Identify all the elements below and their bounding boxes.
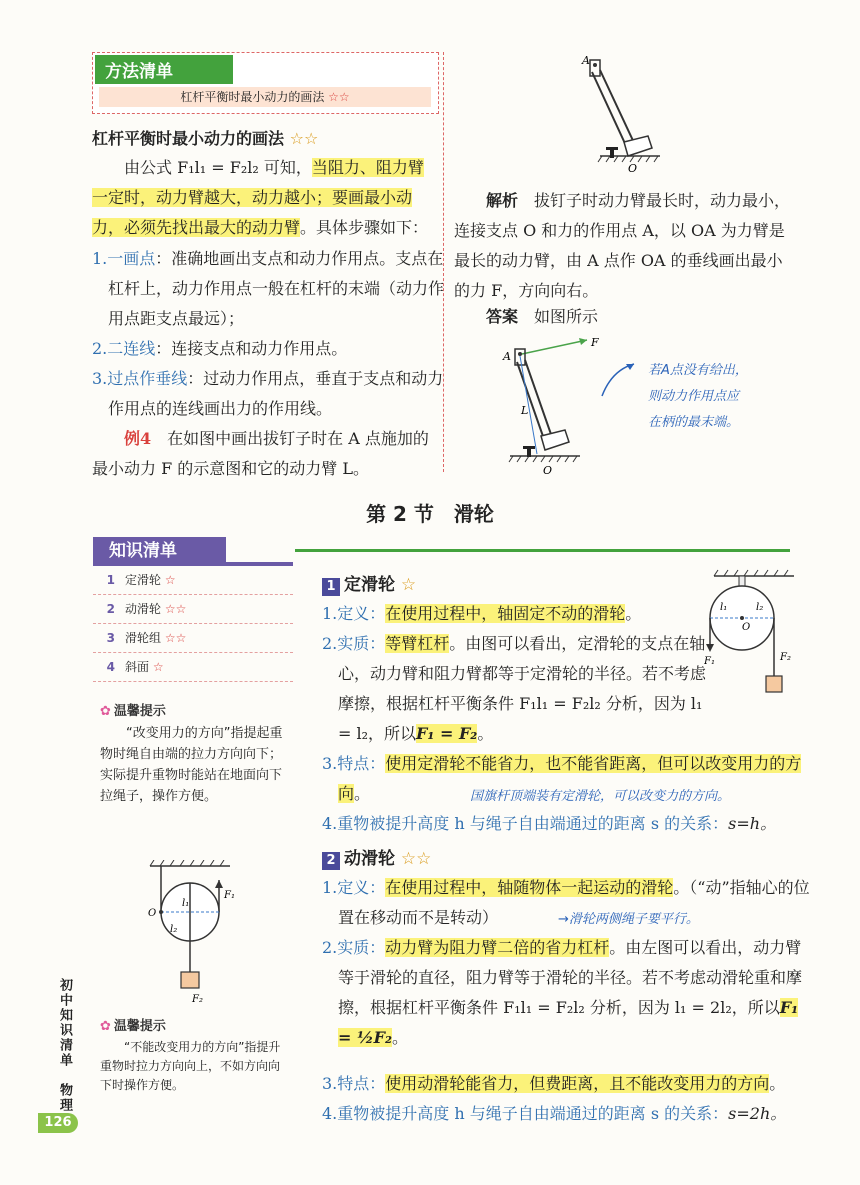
fixed-feature-end: 。 [354, 784, 371, 803]
hammer-head [541, 430, 569, 450]
method-p1-post: 。具体步骤如下： [300, 218, 429, 237]
star-icon: ☆☆ [164, 631, 187, 645]
movable-def-post: 。（“动”指轴心的位置在移动而不是转动） [338, 878, 810, 927]
toc-text: 滑轮组 [125, 631, 162, 645]
toc-text: 动滑轮 [125, 602, 162, 616]
label-l1: l₁ [720, 602, 728, 613]
toc-num: 3 [106, 631, 115, 645]
arrowhead [215, 880, 223, 888]
step-3-text: ：过动力作用点，垂直于支点和动力作用点的连线画出力的作用线。 [108, 369, 444, 418]
toc-num: 4 [106, 660, 115, 674]
force-F-arrow [522, 340, 587, 354]
heading-text: 动滑轮 [344, 849, 395, 869]
movable-feature-end: 。 [769, 1074, 786, 1093]
fixed-def-text: 在使用过程中，轴固定不动的滑轮 [385, 604, 626, 623]
point-A-dot [593, 63, 597, 67]
pivot-O-dot [159, 910, 163, 914]
star-icon: ☆☆ [164, 602, 187, 616]
step-2-label: 2.二连线 [92, 339, 156, 358]
fixed-feature-label: 3.特点： [322, 754, 386, 773]
nail-body [527, 449, 531, 457]
fixed-def-end: 。 [625, 604, 642, 623]
method-subtitle [99, 87, 431, 107]
column-divider [443, 52, 444, 472]
label-l2: l₂ [756, 602, 764, 613]
arrow-icon: → [558, 912, 569, 927]
weight-block [766, 676, 782, 692]
movable-def-text: 在使用过程中，轴随物体一起运动的滑轮 [385, 878, 674, 897]
step-2 [92, 334, 437, 364]
star-icon: ☆☆ [289, 129, 319, 148]
movable-def-label: 1.定义： [322, 878, 386, 897]
heading-number: 2 [322, 852, 340, 870]
movable-essence-end: 。 [392, 1028, 409, 1047]
movable-essence [322, 933, 810, 1053]
fixed-pulley-diagram [704, 568, 804, 698]
ceiling-hatch [714, 570, 788, 576]
toc-num: 2 [106, 602, 115, 616]
method-p1-pre: 由公式 F₁l₁ = F₂l₂ 可知， [124, 158, 312, 177]
hammer-handle-right [525, 360, 553, 440]
movable-formula: F₁ = ½F₂ [338, 998, 799, 1047]
knowledge-toc [93, 566, 293, 682]
movable-pulley-diagram [140, 860, 260, 1010]
step-3 [92, 364, 453, 424]
step-1-label: 1.一画点 [92, 249, 156, 268]
heading-text: 定滑轮 [344, 575, 395, 595]
fixed-pulley-heading [322, 570, 416, 596]
movable-essence-highlight: 动力臂为阻力臂二倍的省力杠杆 [385, 938, 610, 957]
book-side-label: 初中知识清单 物理 [57, 978, 72, 1113]
toc-text: 斜面 [125, 660, 150, 674]
toc-item[interactable] [93, 653, 293, 682]
method-tag: 方法清单 [95, 55, 233, 84]
nail-body [610, 150, 614, 158]
analysis-paragraph [454, 186, 794, 306]
tip-1-title: ✿ 温馨提示 [100, 700, 290, 719]
movable-feature-label: 3.特点： [322, 1074, 386, 1093]
tip-2 [100, 1015, 290, 1095]
fixed-formula: F₁ = F₂ [416, 724, 478, 743]
handwritten-note-parallel [558, 908, 699, 927]
label-F2: F₂ [780, 652, 791, 663]
step-1 [92, 244, 453, 334]
label-A: A [503, 350, 511, 363]
tip-2-title: ✿ 温馨提示 [100, 1015, 290, 1034]
label-O: O [543, 464, 553, 477]
label-O: O [148, 908, 157, 919]
star-icon: ☆ [152, 660, 164, 674]
hammer-head [624, 136, 652, 156]
method-box [92, 52, 439, 114]
toc-item[interactable] [93, 624, 293, 653]
fixed-relation-label: 4.重物被提升高度 h 与绳子自由端通过的距离 s 的关系： [322, 814, 729, 833]
toc-item[interactable] [93, 566, 293, 595]
fixed-essence [322, 629, 716, 749]
tip-2-text: “不能改变用力的方向”指提升重物时拉力方向向上，不如方向向下时操作方便。 [100, 1040, 281, 1092]
fixed-definition [322, 599, 702, 629]
label-O: O [742, 622, 751, 633]
note-line-3: 在柄的最末端。 [648, 415, 740, 430]
fixed-essence-label: 2.实质： [322, 634, 386, 653]
ceiling-hatch [150, 860, 224, 866]
movable-essence-label: 2.实质： [322, 938, 386, 957]
toc-num: 1 [106, 573, 115, 587]
example-4 [92, 424, 437, 484]
method-p1-highlight: 当阻力、阻力臂一定时，动力臂越大，动力越小；要画最小动力，必须先找出最大的动力臂 [92, 158, 424, 237]
heading-number: 1 [322, 578, 340, 596]
movable-feature [322, 1069, 802, 1099]
label-F2: F₂ [192, 994, 203, 1005]
arrowhead [579, 338, 587, 345]
tip-1 [100, 700, 290, 807]
label-F1: F₁ [224, 890, 235, 901]
note-line-1: 若A点没有给出， [648, 363, 748, 378]
method-paragraph [92, 153, 437, 243]
knowledge-tag: 知识清单 [93, 537, 226, 565]
label-l2: l₂ [170, 924, 178, 935]
movable-relation-label: 4.重物被提升高度 h 与绳子自由端通过的距离 s 的关系： [322, 1104, 729, 1123]
label-A: A [582, 54, 590, 67]
tip-1-text: “改变用力的方向”指提起重物时绳自由端的拉力方向向下；实际提升重物时能站在地面向下拉绳子，操作方便。 [100, 726, 283, 804]
answer-line [454, 302, 794, 332]
handwritten-note-flagpole: 国旗杆顶端装有定滑轮，可以改变力的方向。 [470, 789, 731, 804]
note-line-2: 则动力作用点应 [648, 389, 740, 404]
fixed-essence-end: 。 [477, 724, 494, 743]
handwritten-arrow-icon [598, 360, 638, 400]
analysis-label: 解析 [486, 191, 519, 210]
ground-hatch [509, 456, 577, 462]
movable-relation [322, 1099, 802, 1129]
movable-feature-highlight: 使用动滑轮能省力，但费距离，且不能改变用力的方向 [385, 1074, 770, 1093]
analysis-text: 拔钉子时动力臂最长时，动力最小，连接支点 O 和力的作用点 A，以 OA 为力臂是最长的动力臂，由 A 点作 OA 的垂线画出最小的力 F，方向向右。 [454, 191, 791, 300]
section-green-line [295, 549, 790, 552]
fixed-relation [322, 809, 802, 839]
arrowhead [706, 644, 714, 652]
fixed-essence-highlight: 等臂杠杆 [385, 634, 450, 653]
hammer-handle-left [592, 72, 628, 150]
example-text: 在如图中画出拔钉子时在 A 点施加的最小动力 F 的示意图和它的动力臂 L。 [92, 429, 429, 478]
weight-block [181, 972, 199, 988]
star-icon: ☆ [400, 575, 417, 595]
movable-pulley-heading [322, 844, 431, 870]
method-heading [92, 126, 437, 149]
fixed-relation-value: s=h。 [728, 814, 777, 833]
hammer-handle-left [517, 362, 545, 442]
example-label: 例4 [124, 429, 152, 448]
hammer-diagram-question [570, 50, 680, 180]
nail-head [606, 147, 618, 150]
axle-dot [740, 616, 744, 620]
movable-relation-value: s=2h。 [728, 1104, 787, 1123]
hammer-diagram-answer [495, 332, 615, 482]
star-icon: ☆ [164, 573, 176, 587]
fixed-essence-text: 。由图可以看出，定滑轮的支点在轴心，动力臂和阻力臂都等于定滑轮的半径。若不考虑摩擦，根据杠杆平衡条件 F₁l₁ = F₂l₂ 分析，因为 l₁ = l₂，所以 [338, 634, 707, 743]
step-3-label: 3.过点作垂线 [92, 369, 188, 388]
method-heading-text: 杠杆平衡时最小动力的画法 [92, 129, 285, 148]
hammer-handle-right [600, 70, 636, 147]
step-2-text: ：连接支点和动力作用点。 [155, 339, 348, 358]
toc-item[interactable] [93, 595, 293, 624]
star-icon: ☆☆ [400, 849, 432, 869]
point-A-dot [518, 352, 522, 356]
hammer-handle-top [590, 60, 600, 76]
label-F: F [591, 336, 599, 349]
fixed-feature-highlight: 使用定滑轮不能省力，也不能省距离，但可以改变用力的方向 [338, 754, 802, 803]
toc-text: 定滑轮 [125, 573, 162, 587]
label-F1: F₁ [704, 656, 715, 667]
label-l1: l₁ [182, 898, 190, 909]
section-title: 第 2 节 滑轮 [366, 502, 494, 526]
label-O: O [628, 162, 638, 175]
star-icon: ☆☆ [328, 90, 350, 104]
page-number: 126 [38, 1113, 78, 1133]
answer-label: 答案 [486, 307, 519, 326]
note-parallel-text: 滑轮两侧绳子要平行。 [568, 912, 699, 927]
fixed-def-label: 1.定义： [322, 604, 386, 623]
movable-essence-text: 。由左图可以看出，动力臂等于滑轮的直径，阻力臂等于滑轮的半径。若不考虑动滑轮重和摩擦，根据杠杆平衡条件 F₁l₁ = F₂l₂ 分析，因为 l₁ = 2l₂，所以 [338, 938, 803, 1017]
step-1-text: ：准确地画出支点和动力作用点。支点在杠杆上，动力作用点一般在杠杆的末端（动力作用点距支点最远）； [108, 249, 445, 328]
answer-text: 如图所示 [534, 307, 599, 326]
handwritten-note-answer [648, 358, 748, 436]
method-subtitle-text: 杠杆平衡时最小动力的画法 [180, 90, 325, 104]
label-L: L [521, 404, 529, 417]
nail-head [523, 446, 535, 449]
